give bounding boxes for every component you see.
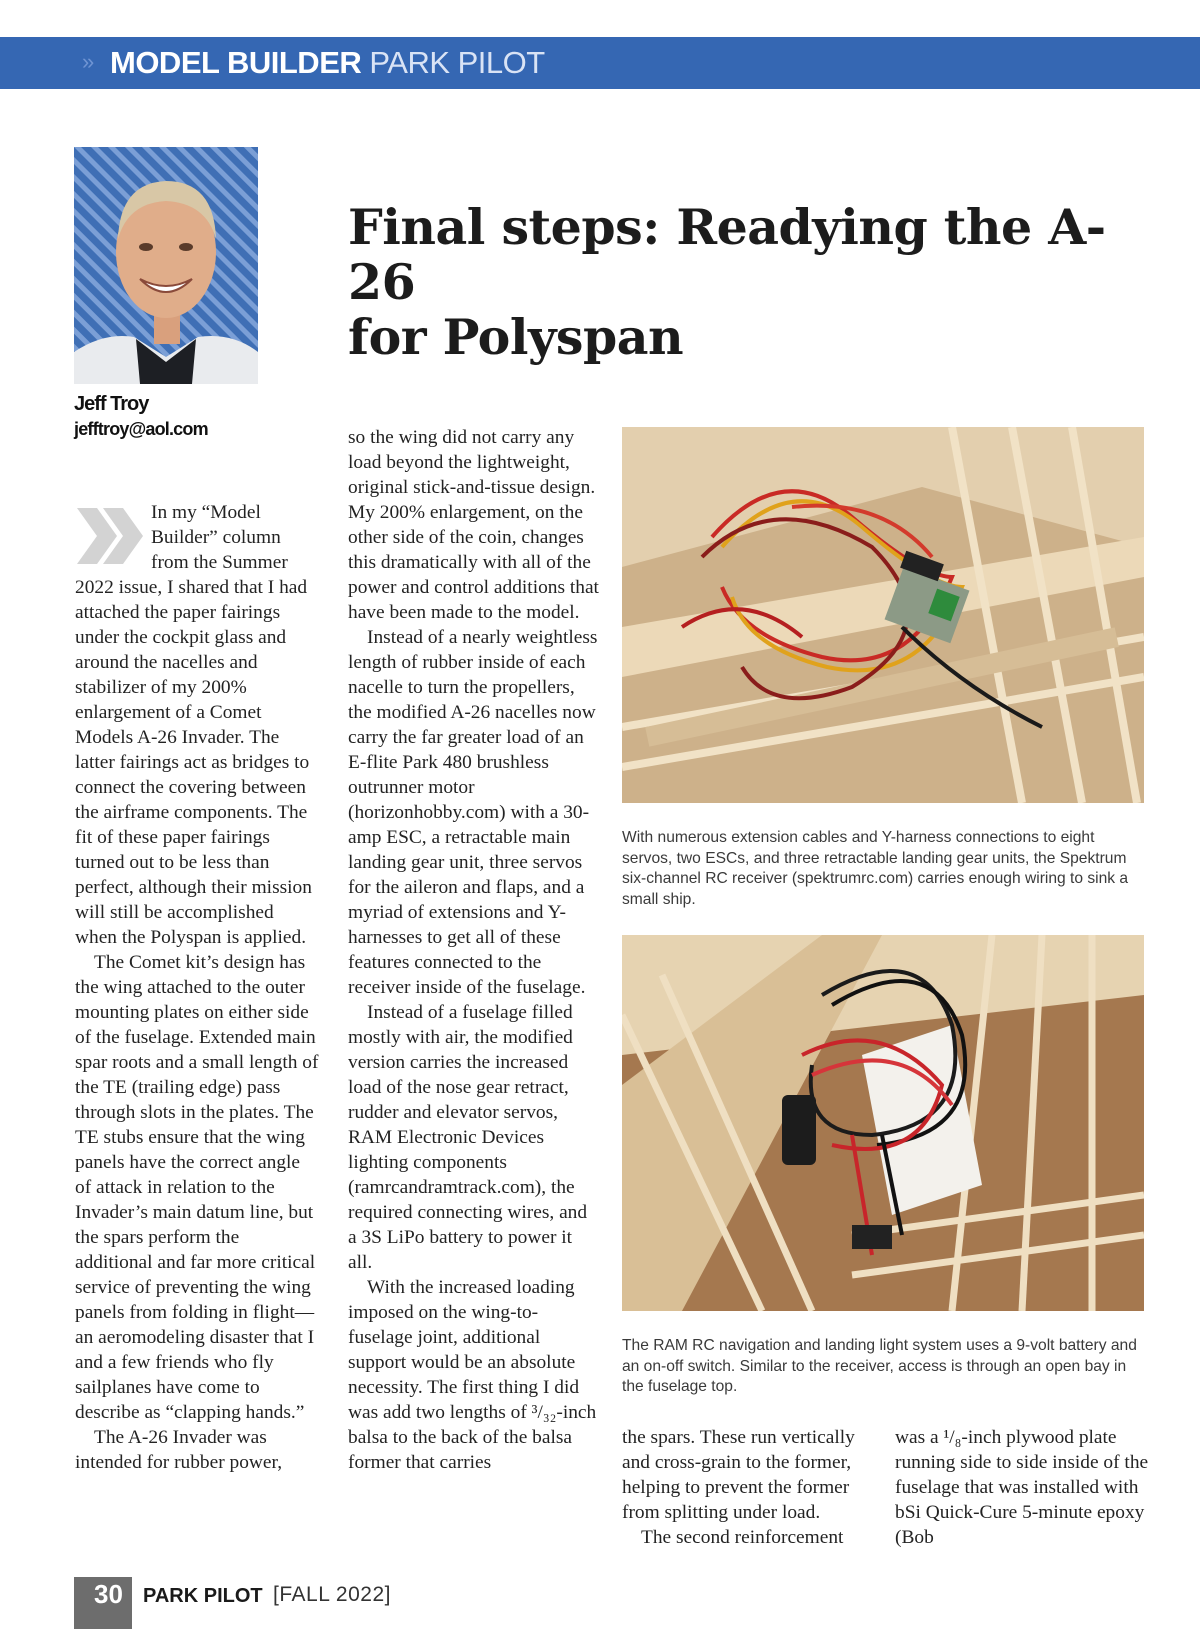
receiver-wiring-photo <box>622 427 1144 803</box>
double-chevron-icon: » <box>82 49 95 74</box>
headline-line-1: Final steps: Readying the A-26 <box>348 198 1106 311</box>
drop-chevron-icon <box>75 504 147 568</box>
body-paragraph: the spars. These run vertically and cross-grain to the former, helping to prevent the former from splitting under load. <box>622 1427 855 1523</box>
body-paragraph: The Comet kit’s design has the wing attached to the outer mounting plates on either side of the fuselage. Extended main spar roots and a small length of the TE (trailing edge) pass through slots in the plates. The TE stubs ensure that the wing panels have the correct angle of attack in relation to the Invader’s main datum line, but the spars perform the additional and far more critical service of preventing the wing panels from folding in flight—an aeromodeling disaster that I and a few friends who fly sailplanes have come to describe as “clapping hands.” <box>75 952 319 1423</box>
article-headline <box>348 200 1148 365</box>
section-name: PARK PILOT <box>369 45 545 80</box>
photo-caption-1: With numerous extension cables and Y-harness connections to eight servos, two ESCs, and three retractable landing gear units, the Spektrum six-channel RC receiver (spektrumrc.com) carries enough wiring to sink a small ship. <box>622 829 1129 908</box>
body-paragraph: was a ¹/₈-inch plywood plate running side to side inside of the fuselage that was installed with bSi Quick-Cure 5-minute epoxy (Bob <box>895 1427 1149 1548</box>
body-column-4 <box>895 1425 1155 1550</box>
body-paragraph: The second reinforcement <box>641 1527 844 1548</box>
page-number: 30 <box>94 1579 123 1609</box>
body-paragraph: so the wing did not carry any load beyond the lightweight, original stick-and-tissue design. My 200% enlargement, on the other side of the coin, changes this dramatically with all of the power and control additions that have been made to the model. <box>348 427 599 623</box>
body-paragraph: With the increased loading imposed on the wing-to-fuselage joint, additional support would be an absolute necessity. The first thing I did was add two lengths of ³/₃₂-inch balsa to the back of the balsa former that carries <box>348 1277 597 1473</box>
body-column-2 <box>348 425 600 1475</box>
body-column-3 <box>622 1425 882 1550</box>
body-paragraph: In my “Model Builder” column from the Summer 2022 issue, I shared that I had attached the paper fairings under the cockpit glass and around the nacelles and stabilizer of my 200% enlargement of a Comet Models A-26 Invader. The latter fairings act as bridges to connect the covering between the airframe components. The fit of these paper fairings turned out to be less than perfect, although their mission will still be accomplished when the Polyspan is applied. <box>75 502 312 948</box>
body-column-1 <box>75 500 320 1475</box>
footer-issue-date: [FALL 2022] <box>273 1583 391 1606</box>
photo-caption-2: The RAM RC navigation and landing light system uses a 9-volt battery and an on-off switch. Similar to the receiver, access is through an open bay in the fuselage top. <box>622 1337 1137 1395</box>
author-photo <box>74 147 258 384</box>
section-header-bar <box>0 37 1200 89</box>
lighting-system-photo <box>622 935 1144 1311</box>
author-name: Jeff Troy <box>74 393 149 415</box>
author-email: jefftroy@aol.com <box>74 419 208 439</box>
body-paragraph: The A-26 Invader was intended for rubber power, <box>75 1427 283 1473</box>
body-paragraph: Instead of a nearly weightless length of rubber inside of each nacelle to turn the propellers, the modified A-26 nacelles now carry the far greater load of an E-flite Park 480 brushless outrunner motor (horizonhobby.com) with a 30-amp ESC, a retractable main landing gear unit, three servos for the aileron and flaps, and a myriad of extensions and Y-harnesses to get all of these features connected to the receiver inside of the fuselage. <box>348 627 598 998</box>
section-title <box>110 43 545 83</box>
footer-magazine-name: PARK PILOT <box>143 1585 263 1607</box>
section-series: MODEL BUILDER <box>110 45 362 80</box>
headline-line-2: for Polyspan <box>348 308 684 366</box>
body-paragraph: Instead of a fuselage filled mostly with air, the modified version carries the increased load of the nose gear retract, rudder and elevator servos, RAM Electronic Devices lighting components (ramrcandramtrack.com), the required connecting wires, and a 3S LiPo battery to power it all. <box>348 1002 588 1273</box>
